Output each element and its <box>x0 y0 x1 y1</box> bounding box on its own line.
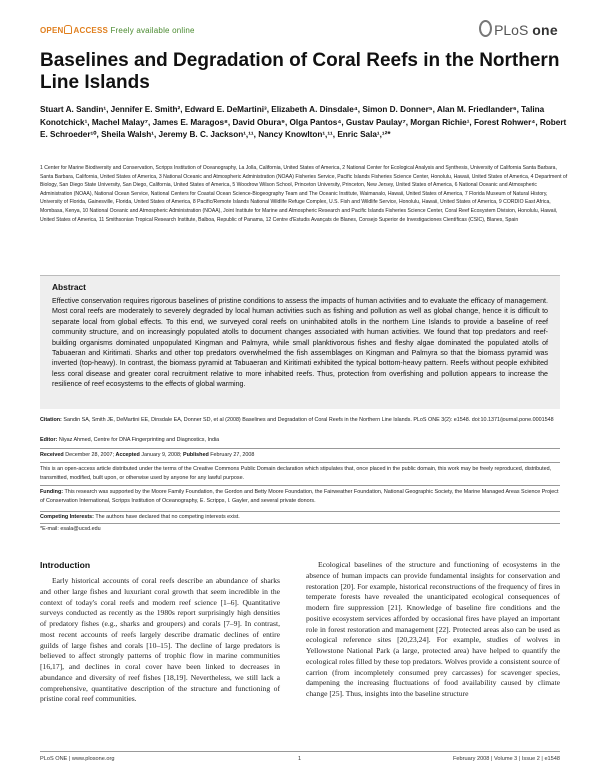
editor-text: Niyaz Ahmed, Centre for DNA Fingerprinting and Diagnostics, India <box>58 437 220 443</box>
accepted-label: Accepted <box>115 452 140 458</box>
abstract-heading: Abstract <box>52 282 86 292</box>
plos-logo-icon <box>479 20 492 37</box>
footer-rule <box>40 751 560 752</box>
competing-interests <box>40 513 560 522</box>
funding-label: Funding: <box>40 489 64 495</box>
intro-paragraph: Ecological baselines of the structure and functioning of ecosystems in the absence of human impacts can provide fundamental insights for conservation and restoration [20]. For example, historical reconstructions of the frequency of fires in temperate forests have revealed the unanticipated ecological consequences of modern fire suppression [21]. Knowledge of baseline fire conditions and the positive ecosystem services afforded by occasional fires have played an important role in forest restoration and management [22]. Protected areas also can be used as ecological reference sites [20,23,24]. For example, studies of wolves in Yellowstone National Park (a large, protected area) have helped to quantify the ecological roles filled by these top predators. Wolves provide a consistent source of carrion (from incompletely consumed prey carcasses) for scavenger species, dampening the increasing fluctuations of food availability caused by climate change [25]. Thus, insights into the baseline structure <box>306 560 560 698</box>
abstract-box <box>40 275 560 409</box>
citation <box>40 416 560 425</box>
access-label: ACCESS <box>73 26 109 35</box>
intro-paragraph: Early historical accounts of coral reefs describe an abundance of sharks and other large fishes and luxuriant coral growth that seem incredible in the context of today's coral reefs and modern reef science [1–6]. Quantitative surveys conducted as recently as the 1980s report surprisingly high densities of predatory fishes (e.g., sharks and groupers) and corals [7–9]. In contrast, most recent accounts of reefs largely describe dramatic declines of entire guilds of large fishes and corals [10–15]. The decline of large predators is believed to affect strongly patterns of trophic flow in marine communities [16,17], and declines in coral cover have been linked to decreases in abundance and diversity of reef fishes [18,19]. Nevertheless, we still lack a comprehensive, quantitative description of the structure and functioning of pristine coral reef communities. <box>40 576 280 704</box>
license-text: This is an open-access article distributed under the terms of the Creative Commons Public Domain declaration which stipulates that, once placed in the public domain, this work may be freely reproduced, distributed, transmitted, modified, built upon, or otherwise used by anyone for any lawful purpose. <box>40 466 552 481</box>
affiliations: 1 Center for Marine Biodiversity and Conservation, Scripps Institution of Oceanography, La Jolla, California, United States of America, 2 National Center for Ecological Analysis and Synthesis, University of California Santa Barbara, Santa Barbara, California, United States of America, 3 National Oceanic and Atmospheric Administration (NOAA) Fisheries Service, Pacific Islands Fisheries Science Center, Honolulu, Hawaii, United States of America, 4 Department of Biology, San Diego State University, San Diego, California, United States of America, 5 Woodrow Wilson School, Princeton University, Princeton, New Jersey, United States of America, 6 National Oceanic and Atmospheric Administration (NOAA), National Ocean Service, National Centers for Coastal Ocean Science-Biogeography Team and The Oceanic Institute, Waimanalo, Hawaii, United States of America, 7 Florida Museum of Natural History, University of Florida, Gainesville, Florida, United States of America, 8 Pacific/Remote Islands National Wildlife Refuge Complex, U.S. Fish and Wildlife Service, Honolulu, Hawaii, United States of America, 9 CORDIO East Africa, Mombasa, Kenya, 10 National Oceanic and Atmospheric Administration (NOAA), Joint Institute for Marine and Atmospheric Research and Pacific Islands Fisheries Science Center, Coral Reef Ecosystem Division, Honolulu, Hawaii, United States of America, 11 Smithsonian Tropical Research Institute, Balboa, Republic of Panama, 12 Centre d'Estudis Avançats de Blanes, Consejo Superior de Investigaciones Científicas (CSIC), Blanes, Spain <box>40 165 568 223</box>
footer-issue: February 2008 | Volume 3 | Issue 2 | e1548 <box>453 756 560 762</box>
published-date: February 27, 2008 <box>210 452 255 458</box>
funding <box>40 488 560 505</box>
divider <box>40 462 560 463</box>
footer-journal: PLoS ONE | www.plosone.org <box>40 756 115 762</box>
open-label: OPEN <box>40 26 64 35</box>
editor <box>40 436 560 445</box>
divider <box>40 485 560 486</box>
abstract-text: Effective conservation requires rigorous baselines of pristine conditions to assess the impacts of human activities and to evaluate the efficacy of management. Most coral reefs are moderately to severely degraded by local human activities such as fishing and pollution as well as global change, hence it is difficult to separate local from global effects. To this end, we surveyed coral reefs on uninhabited atolls in the northern Line Islands to provide a baseline of reef community structure, and on increasingly populated atolls to document changes associated with human activities. We found that top predators and reef-building organisms dominated unpopulated Kingman and Palmyra, while small planktivorous fishes and fleshy algae dominated the populated atolls of Tabuaeran and Kiritimati. Sharks and other top predators overwhelmed the fish assemblages on Kingman and Palmyra so that the biomass pyramid was inverted (top-heavy). In contrast, the biomass pyramid at Tabuaeran and Kiritimati exhibited the typical bottom-heavy pattern. Reefs without people exhibited less coral disease and greater coral recruitment relative to more inhabited reefs. Thus, protection from overfishing and pollution appears to increase the resilience of reef ecosystems to the effects of global warming. <box>52 297 548 389</box>
published-label: Published <box>183 452 209 458</box>
received-label: Received <box>40 452 64 458</box>
funding-text: This research was supported by the Moore Family Foundation, the Gordon and Betty Moore Foundation, the Fairweather Foundation, National Geographic Society, the Marine Managed Areas Science Project of Conservation International, Scripps Institution of Oceanography, E. Scripps, I. Gayler, and several private donors. <box>40 489 559 504</box>
author-list: Stuart A. Sandin¹, Jennifer E. Smith², Edward E. DeMartini³, Elizabeth A. Dinsdale⁴, Simon D. Donner⁵, Alan M. Friedlander⁶, Talina Konotchick¹, Machel Malay⁷, James E. Maragos⁸, David Obura⁹, Olga Pantos⁴, Gustav Paulay⁷, Morgan Richie¹, Forest Rohwer⁴, Robert E. Schroeder¹⁰, Sheila Walsh¹, Jeremy B. C. Jackson¹,¹¹, Nancy Knowlton¹,¹¹, Enric Sala¹,¹²* <box>40 105 567 140</box>
competing-label: Competing Interests: <box>40 514 94 520</box>
divider <box>40 523 560 524</box>
open-lock-icon <box>64 25 72 34</box>
editor-label: Editor: <box>40 437 58 443</box>
intro-right-column <box>306 560 560 700</box>
divider <box>40 511 560 512</box>
divider <box>40 448 560 449</box>
introduction-heading: Introduction <box>40 560 91 570</box>
contact-email[interactable]: *E-mail: esala@ucsd.edu <box>40 526 101 532</box>
journal-logo-plos: PLoS <box>494 22 529 38</box>
dates <box>40 451 560 460</box>
competing-text: The authors have declared that no competing interests exist. <box>95 514 240 520</box>
citation-text: Sandin SA, Smith JE, DeMartini EE, Dinsdale EA, Donner SD, et al (2008) Baselines and Degradation of Coral Reefs in the Northern Line Islands. PLoS ONE 3(2): e1548. doi:10.1371/journal.pone.0001548 <box>63 417 554 423</box>
journal-logo-one: one <box>532 22 558 38</box>
intro-left-column <box>40 576 280 705</box>
freely-available-label: Freely available online <box>110 26 195 35</box>
received-date: December 28, 2007; <box>65 452 115 458</box>
accepted-date: January 9, 2008; <box>141 452 182 458</box>
article-title: Baselines and Degradation of Coral Reefs in the Northern Line Islands <box>40 50 560 93</box>
journal-logo <box>479 20 558 38</box>
open-access-badge <box>40 25 195 35</box>
page-number: 1 <box>298 756 302 762</box>
citation-label: Citation: <box>40 417 62 423</box>
